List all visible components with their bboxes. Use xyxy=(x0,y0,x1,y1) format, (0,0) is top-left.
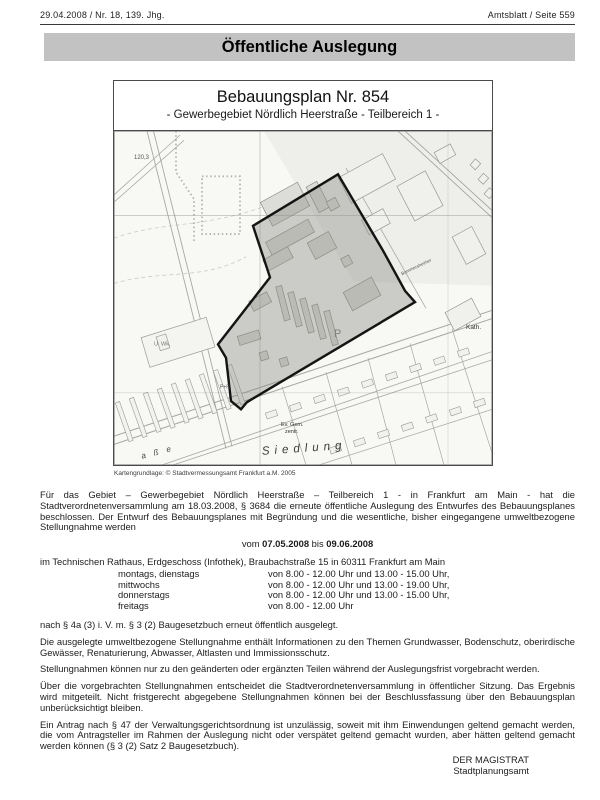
signature-stadtplanungsamt: Stadtplanungsamt xyxy=(453,764,529,776)
plan-titles xyxy=(114,81,492,131)
map-label-church-1: Ev. Gem. xyxy=(281,421,304,428)
schedule-days: mittwochs xyxy=(118,578,160,590)
signature-block xyxy=(40,754,575,776)
schedule-days: montags, dienstags xyxy=(118,567,200,579)
schedule-days: freitags xyxy=(118,600,149,612)
map-label-kath: Kath. xyxy=(466,323,482,331)
schedule-hours: von 8.00 - 12.00 Uhr und 13.00 - 15.00 Uhr, xyxy=(268,567,450,579)
map-label-street-bommersheimer: Bommersheimer xyxy=(400,257,433,277)
plan-title: Bebauungsplan Nr. 854 xyxy=(216,88,390,106)
paragraph-restriction: Stellungnahmen können nur zu den geänderten oder ergänzten Teilen während der Auslegungsfrist vorgebracht werden. xyxy=(40,663,540,675)
plan-subtitle: - Gewerbegebiet Nördlich Heerstraße - Teilbereich 1 - xyxy=(166,109,440,121)
header-page-number: Amtsblatt / Seite 559 xyxy=(487,10,575,20)
map-label-settlement: Siedlung xyxy=(261,438,347,458)
schedule-days: donnerstags xyxy=(118,589,170,601)
header-date-issue: 29.04.2008 / Nr. 18, 139. Jhg. xyxy=(40,10,165,20)
map-label-parking: P xyxy=(334,328,342,341)
map-label-elevation: 120,3 xyxy=(134,153,149,161)
page-header xyxy=(40,10,575,25)
schedule-row xyxy=(40,601,575,612)
paragraph-decision: Über die vorgebrachten Stellungnahmen entscheidet die Stadtverordnetenversammlung in öffentlicher Sitzung. Das Ergebnis wird mitgeteilt. Nicht fristgerecht abgegebene Stellungnahmen können bei der Beschlussfassung über den Bebauungsplan unberücksichtigt bleiben. xyxy=(40,680,575,713)
site-map xyxy=(114,131,492,465)
period-connector: bis xyxy=(311,538,324,550)
map-label-waterworks: U. Wk. xyxy=(154,341,171,348)
paragraph-court: Ein Antrag nach § 47 der Verwaltungsgerichtsordnung ist unzulässig, soweit mit ihm Einwendungen geltend gemacht werden, die vom Antragsteller im Rahmen der Auslegung nicht oder verspätet geltend gemacht wurden, aber hätten geltend gemacht werden können (§ 3 (2) Satz 2 Baugesetzbuch). xyxy=(40,718,575,752)
period-from-date: 07.05.2008 xyxy=(262,538,310,550)
schedule-row xyxy=(40,569,575,580)
schedule-hours: von 8.00 - 12.00 Uhr und 13.00 - 19.00 Uhr, xyxy=(268,578,450,590)
opening-hours-table xyxy=(40,569,575,612)
period-to-date: 09.06.2008 xyxy=(326,538,374,550)
signature-magistrat: DER MAGISTRAT xyxy=(452,753,529,765)
paragraph-topics: Die ausgelegte umweltbezogene Stellungnahme enthält Informationen zu den Themen Grundwasser, Bodenschutz, oberirdische Gewässer, Renaturierung, Abwasser, Altlasten und Immissionsschutz. xyxy=(40,635,575,658)
announcement-text xyxy=(40,490,575,776)
plan-box xyxy=(113,80,493,466)
schedule-hours: von 8.00 - 12.00 Uhr xyxy=(268,600,354,612)
paragraph-intro: Für das Gebiet – Gewerbegebiet Nördlich Heerstraße – Teilbereich 1 - in Frankfurt am Main - hat die Stadtverordnetenversammlung am 18.03.2008, § 3684 die erneute öffentliche Auslegung des Entwurfes des Bebauungsplanes beschlossen. Der Entwurf des Bebauungsplanes mit Begründung und die wesentliche, bisher eingegangene umweltbezogene Stellungnahme werden xyxy=(40,489,575,533)
display-period xyxy=(40,539,575,550)
period-prefix: vom xyxy=(241,538,260,550)
location-line: im Technischen Rathaus, Erdgeschoss (Infothek), Braubachstraße 15 in 60311 Frankfurt am Main xyxy=(40,555,446,567)
map-label-park-and-ride: P+R xyxy=(220,384,230,391)
schedule-hours: von 8.00 - 12.00 Uhr und 13.00 - 15.00 Uhr, xyxy=(268,589,450,601)
paragraph-legal-basis: nach § 4a (3) i. V. m. § 3 (2) Baugesetzbuch erneut öffentlich ausgelegt. xyxy=(40,618,339,630)
map-label-church-2: zentr. xyxy=(285,428,299,436)
map-label-street-fragment: a ß e xyxy=(140,443,175,461)
banner-title: Öffentliche Auslegung xyxy=(221,38,398,56)
section-banner xyxy=(44,33,575,61)
map-caption: Kartengrundlage: © Stadtvermessungsamt Frankfurt a.M. 2005 xyxy=(114,470,296,477)
